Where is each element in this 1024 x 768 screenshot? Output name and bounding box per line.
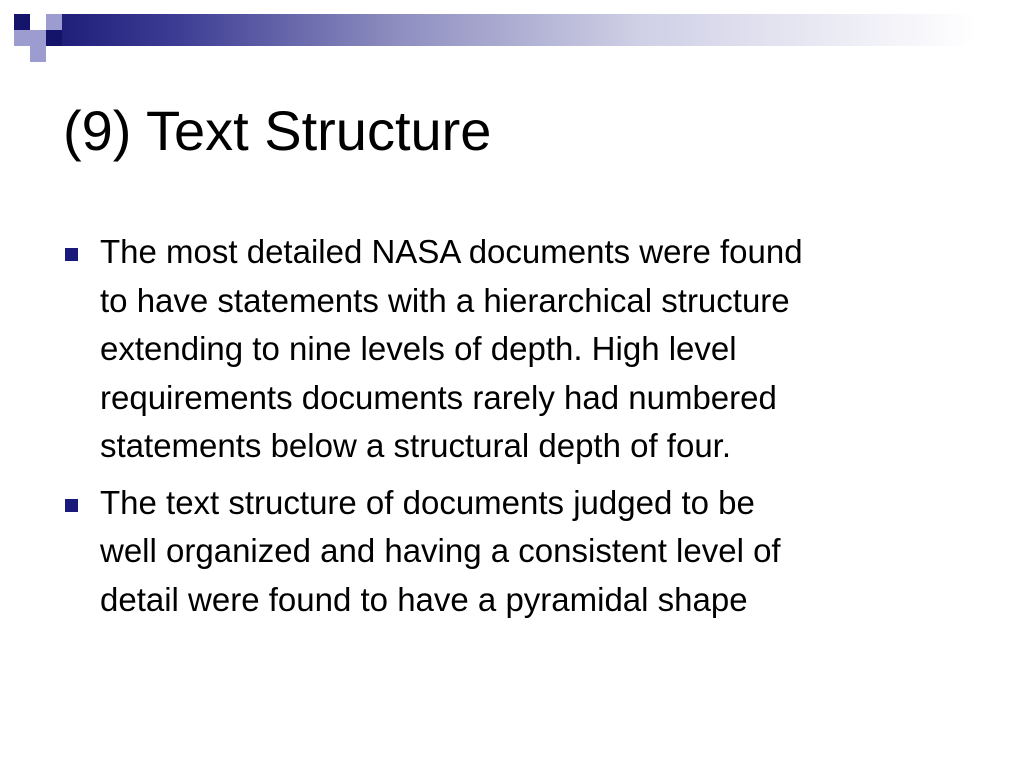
header-square	[14, 30, 30, 46]
bullet-list	[63, 228, 963, 632]
bullet-line: The most detailed NASA documents were found	[100, 233, 803, 270]
header-square	[46, 14, 62, 30]
header-square	[30, 30, 46, 46]
header-square	[46, 46, 62, 62]
header-square	[30, 14, 46, 30]
header-square	[46, 30, 62, 46]
slide-title: (9) Text Structure	[63, 99, 492, 162]
header-decoration	[0, 0, 1024, 62]
bullet-line: well organized and having a consistent level of	[100, 532, 781, 569]
bullet-item	[63, 479, 963, 625]
header-square	[14, 14, 30, 30]
bullet-line: requirements documents rarely had numbered	[100, 378, 777, 416]
bullet-line: extending to nine levels of depth. High level	[100, 330, 737, 367]
bullet-line: to have statements with a hierarchical structure	[100, 281, 790, 319]
bullet-line: The text structure of documents judged to be	[100, 483, 755, 521]
square-bullet-icon	[65, 248, 78, 261]
bullet-line: statements below a structural depth of four.	[100, 427, 732, 464]
bullet-item	[63, 228, 963, 471]
bullet-line: detail were found to have a pyramidal shape	[100, 580, 748, 618]
header-square	[30, 46, 46, 62]
header-square	[14, 46, 30, 62]
square-bullet-icon	[65, 499, 78, 512]
header-gradient-bar	[60, 14, 1024, 46]
